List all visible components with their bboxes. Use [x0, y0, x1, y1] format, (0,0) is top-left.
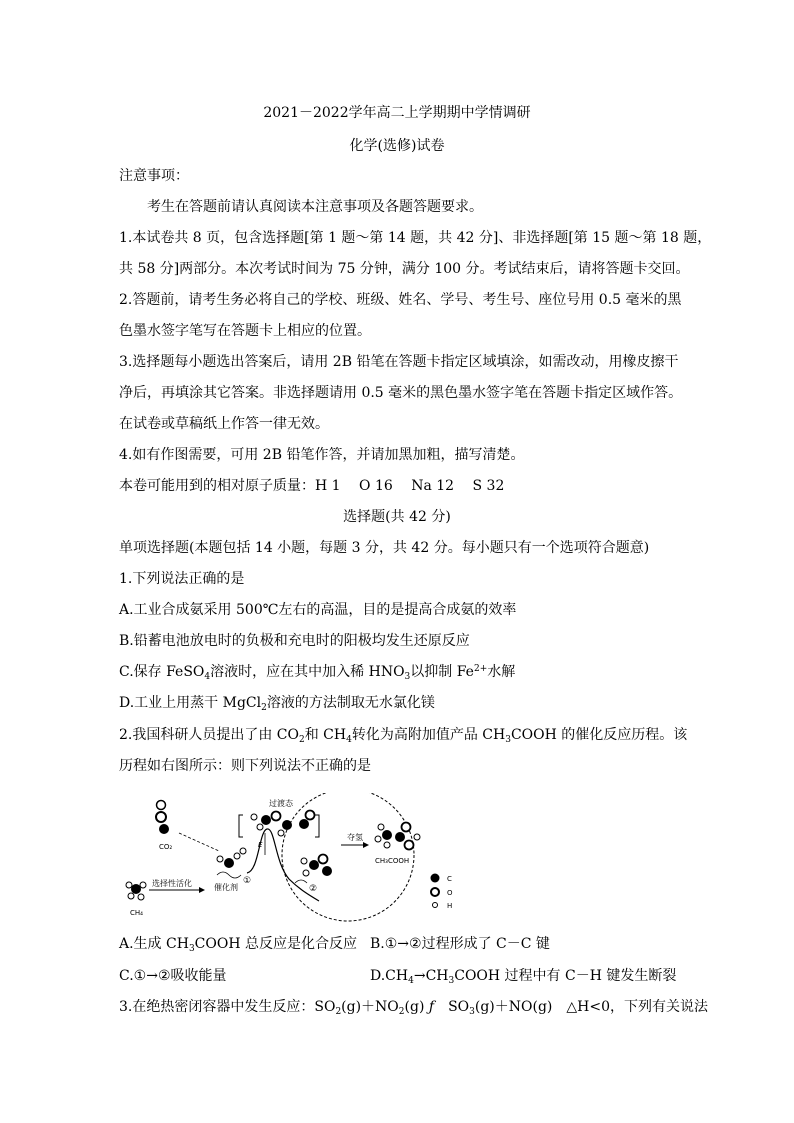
q2-stem-line-1: 2.我国科研人员提出了由 $CO_2$和 $CH_4$转化为高附加值产品 $CH_3COOH$ 的催化反应历程。该: [119, 727, 688, 745]
label-take-hydrogen: 夺氢: [347, 833, 363, 842]
section-instruction: 单项选择题(本题包括 14 小题，每题 3 分，共 42 分。每小题只有一个选项符合题意): [119, 540, 650, 556]
legend: [431, 874, 440, 908]
catalyst-species-2: [301, 855, 332, 877]
label-selective-activation: 选择性活化: [152, 879, 192, 888]
exam-title: 2021－2022学年高二上学期期中学情调研: [263, 105, 531, 121]
label-transition-state: 过渡态: [269, 799, 293, 808]
q1-option-c: C.保存 FeSO$_4$溶液时，应在其中加入稀 $HNO_3$以抑制 $Fe^{2+}$水解: [119, 664, 516, 682]
reaction-mechanism-diagram: [119, 793, 499, 928]
co2-molecule: [156, 801, 169, 835]
label-step-1: ①: [243, 876, 252, 886]
notice-item-3-line-1: 3.选择题每小题选出答案后，请用 2B 铅笔在答题卡指定区域填涂，如需改动，用橡皮擦干: [119, 354, 679, 370]
legend-h: H: [447, 902, 453, 910]
section-title: 选择题(共 42 分): [343, 509, 451, 525]
acetic-acid-molecule: [375, 823, 420, 850]
legend-c: C: [447, 875, 452, 883]
q1-stem: 1.下列说法正确的是: [119, 571, 245, 587]
exam-subtitle: 化学(选修)试卷: [349, 138, 445, 154]
notice-item-2-line-2: 色墨水签字笔写在答题卡上相应的位置。: [119, 323, 371, 339]
q2-stem-line-2: 历程如右图所示：则下列说法不正确的是: [119, 758, 371, 774]
adsorbed-molecule-right: [299, 811, 315, 830]
notice-item-1-line-1: 1.本试卷共 8 页，包含选择题[第 1 题～第 14 题，共 42 分]、非选择题[第 15 题～第 18 题，: [119, 230, 712, 246]
catalyst-species-1: [217, 848, 246, 868]
notice-item-2-line-1: 2.答题前，请考生务必将自己的学校、班级、姓名、学号、考生号、座位号用 0.5 毫米的黑: [119, 292, 682, 308]
ch4-molecule: [126, 882, 146, 900]
label-co2: CO₂: [159, 843, 173, 851]
notice-heading: 注意事项：: [119, 168, 189, 184]
q2-option-c: C.①→②吸收能量: [119, 968, 227, 984]
q1-option-b: B.铅蓄电池放电时的负极和充电时的阳极均发生还原反应: [119, 633, 470, 649]
q2-option-d: $D.CH_4\to CH_3COOH$ 过程中有 C－H 键发生断裂: [370, 968, 677, 986]
notice-item-3-line-3: 在试卷或草稿纸上作答一律无效。: [119, 416, 329, 432]
q1-option-a: A.工业合成氨采用 500℃左右的高温，目的是提高合成氨的效率: [119, 602, 517, 618]
q2-option-b: B.①→②过程形成了 C－C 键: [370, 936, 550, 952]
label-ch4: CH₄: [130, 909, 143, 917]
label-catalyst: 催化剂: [214, 883, 238, 892]
notice-item-1-line-2: 共 58 分]两部分。本次考试时间为 75 分钟，满分 100 分。考试结束后，请将答题卡交回。: [119, 261, 690, 277]
legend-o: O: [447, 889, 453, 897]
notice-intro: 考生在答题前请认真阅读本注意事项及各题答题要求。: [147, 199, 483, 215]
q2-option-a: A.生成 $CH_3COOH$ 总反应是化合反应: [119, 936, 357, 954]
notice-item-4: 4.如有作图需要，可用 2B 铅笔作答，并请加黑加粗，描写清楚。: [119, 447, 525, 463]
q3-stem: 3.在绝热密闭容器中发生反应：$SO_2(g)+NO_2(g)$ ƒ $SO_3(g)+NO(g)$ △H<0，下列有关说法: [119, 999, 708, 1017]
label-e: E: [258, 841, 263, 849]
q1-option-d: D.工业上用蒸干 MgCl$_2$溶液的方法制取无水氯化镁: [119, 695, 435, 713]
notice-item-3-line-2: 净后，再填涂其它答案。非选择题请用 0.5 毫米的黑色墨水签字笔在答题卡指定区域作答。: [119, 385, 683, 401]
label-ch3cooh: CH₃COOH: [375, 857, 410, 865]
label-step-2: ②: [309, 884, 318, 894]
atomic-masses: 本卷可能用到的相对原子质量：H 1 O 16 Na 12 S 32: [119, 478, 505, 494]
